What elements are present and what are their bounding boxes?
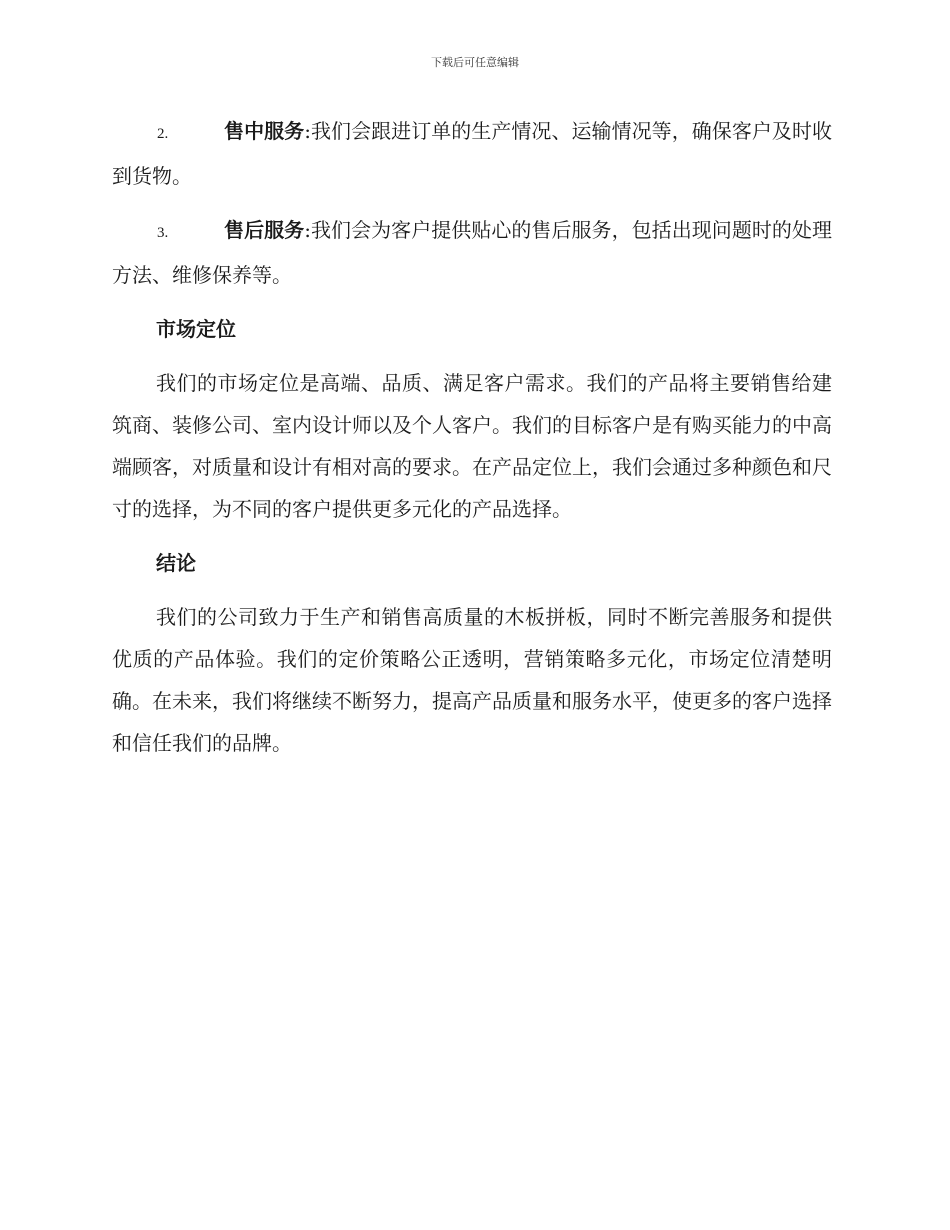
section-paragraph: 我们的市场定位是高端、品质、满足客户需求。我们的产品将主要销售给建筑商、装修公司、室内设计师以及个人客户。我们的目标客户是有购买能力的中高端顾客，对质量和设计有相对高的要求。在产品定位上，我们会通过多种颜色和尺寸的选择，为不同的客户提供更多元化的产品选择。 [112, 371, 832, 521]
list-item-text: 我们会跟进订单的生产情况、运输情况等，确保客户及时收到货物。 [112, 119, 833, 188]
list-item-label: 售中服务 [224, 119, 305, 143]
section-heading: 市场定位 [156, 317, 236, 341]
list-item [112, 110, 832, 197]
document-body [112, 110, 832, 776]
list-item-label: 售后服务 [224, 218, 305, 242]
list-item-colon: : [304, 218, 311, 242]
list-item-number: 2. [157, 126, 169, 142]
page-header: 下载后可任意编辑 [431, 56, 519, 69]
list-item-colon: : [304, 119, 311, 143]
list-item-number: 3. [157, 225, 169, 241]
section-heading: 结论 [156, 551, 196, 575]
list-item-text: 我们会为客户提供贴心的售后服务，包括出现问题时的处理方法、维修保养等。 [112, 218, 833, 287]
section-paragraph: 我们的公司致力于生产和销售高质量的木板拼板，同时不断完善服务和提供优质的产品体验。我们的定价策略公正透明，营销策略多元化，市场定位清楚明确。在未来，我们将继续不断努力，提高产品质量和服务水平，使更多的客户选择和信任我们的品牌。 [112, 605, 832, 755]
list-item [112, 209, 832, 296]
